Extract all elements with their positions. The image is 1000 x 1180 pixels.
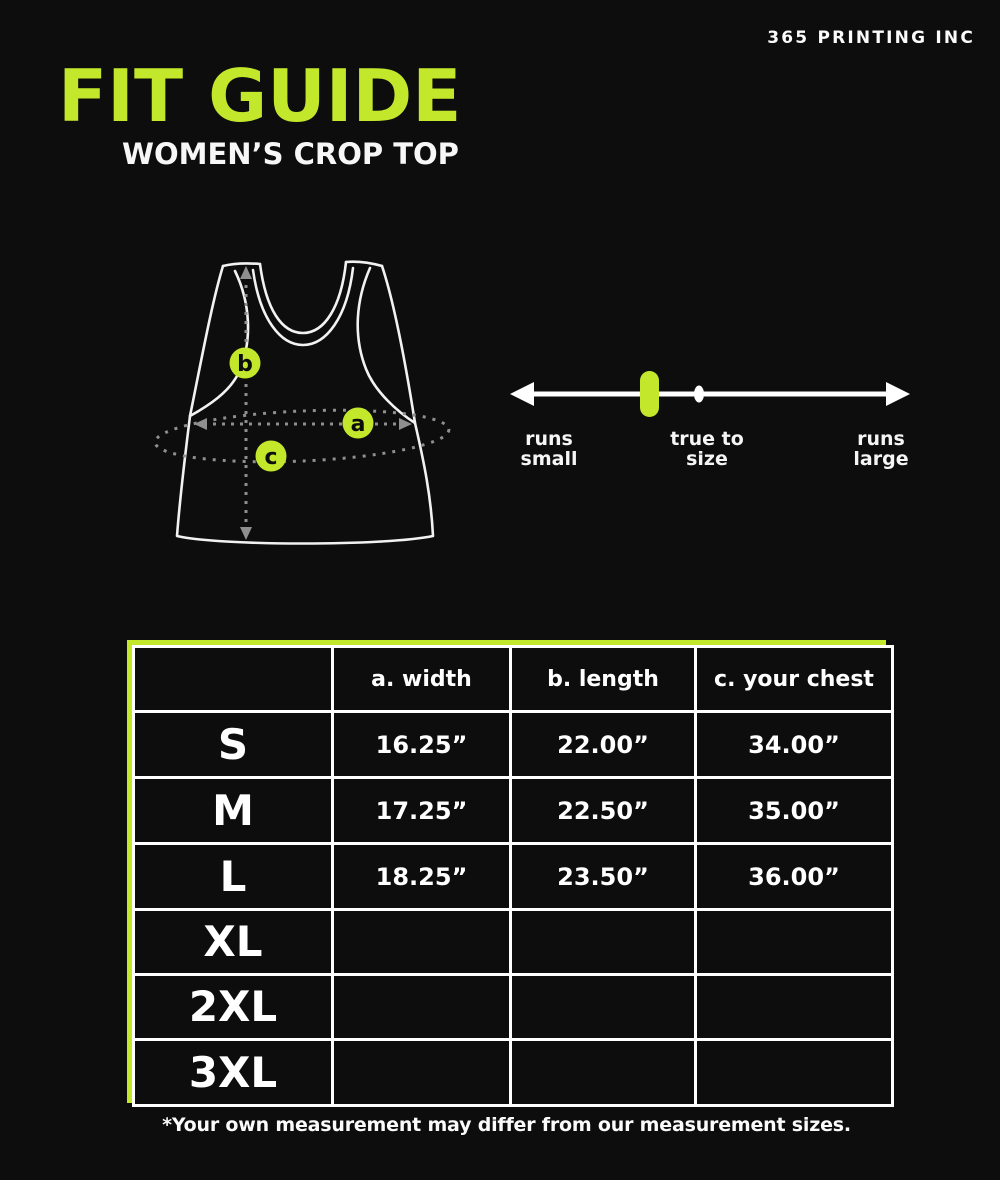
shirt-neckline	[260, 262, 346, 333]
shirt-right-armhole	[358, 268, 415, 423]
col-header-chest: c. your chest	[696, 647, 893, 712]
marker-c-letter: c	[264, 445, 278, 470]
runs-small-label	[521, 430, 578, 470]
true-to-size-line2: size	[686, 447, 728, 470]
table-row	[134, 778, 893, 844]
length-arrow-up-icon	[240, 266, 252, 279]
length-value: 22.50”	[511, 778, 696, 844]
marker-b-letter: b	[237, 352, 253, 377]
runs-small-line1: runs	[525, 428, 573, 450]
table-row	[134, 844, 893, 910]
size-label: 3XL	[134, 1040, 333, 1106]
table-row	[134, 1040, 893, 1106]
chest-value: 34.00”	[696, 712, 893, 778]
chest-value	[696, 910, 893, 975]
width-value: 18.25”	[333, 844, 511, 910]
runs-large-label	[853, 430, 908, 470]
marker-a-letter: a	[350, 412, 366, 437]
shirt-outline	[177, 266, 433, 544]
table-row	[134, 975, 893, 1040]
runs-large-line1: runs	[857, 428, 905, 450]
length-value	[511, 1040, 696, 1106]
length-value: 23.50”	[511, 844, 696, 910]
width-value: 17.25”	[333, 778, 511, 844]
runs-small-line2: small	[520, 447, 578, 470]
length-value: 22.00”	[511, 712, 696, 778]
col-header-blank	[134, 647, 333, 712]
size-label: S	[134, 712, 333, 778]
true-to-size-dot-icon	[694, 386, 704, 403]
width-value	[333, 910, 511, 975]
chest-measure-ellipse	[154, 405, 450, 468]
size-table	[132, 645, 894, 1107]
size-table-frame	[127, 640, 886, 1103]
true-to-size-label	[670, 430, 744, 470]
width-value	[333, 1040, 511, 1106]
fit-indicator-pill	[640, 371, 659, 417]
brand-text: 365 PRINTING INC	[767, 28, 975, 48]
length-arrow-down-icon	[240, 527, 252, 540]
shirt-left-shoulder	[223, 263, 260, 266]
chest-value	[696, 1040, 893, 1106]
chest-value: 36.00”	[696, 844, 893, 910]
chest-value: 35.00”	[696, 778, 893, 844]
shirt-right-shoulder	[346, 262, 382, 266]
size-label: XL	[134, 910, 333, 975]
size-label: 2XL	[134, 975, 333, 1040]
crop-top-diagram	[140, 240, 470, 560]
chest-value	[696, 975, 893, 1040]
table-header-row	[134, 647, 893, 712]
width-arrow-left-icon	[194, 418, 207, 430]
width-value	[333, 975, 511, 1040]
size-label: L	[134, 844, 333, 910]
shirt-left-armhole	[190, 271, 248, 416]
col-header-length: b. length	[511, 647, 696, 712]
page-subtitle: WOMEN’S CROP TOP	[122, 137, 459, 171]
width-value: 16.25”	[333, 712, 511, 778]
table-row	[134, 910, 893, 975]
length-value	[511, 910, 696, 975]
size-label: M	[134, 778, 333, 844]
scale-right-arrowhead-icon	[886, 382, 910, 406]
footnote: *Your own measurement may differ from our measurement sizes.	[162, 1114, 851, 1136]
length-value	[511, 975, 696, 1040]
scale-left-arrowhead-icon	[510, 382, 534, 406]
page-title: FIT GUIDE	[58, 54, 462, 138]
table-row	[134, 712, 893, 778]
runs-large-line2: large	[853, 447, 909, 470]
col-header-width: a. width	[333, 647, 511, 712]
true-to-size-line1: true to	[670, 428, 744, 450]
